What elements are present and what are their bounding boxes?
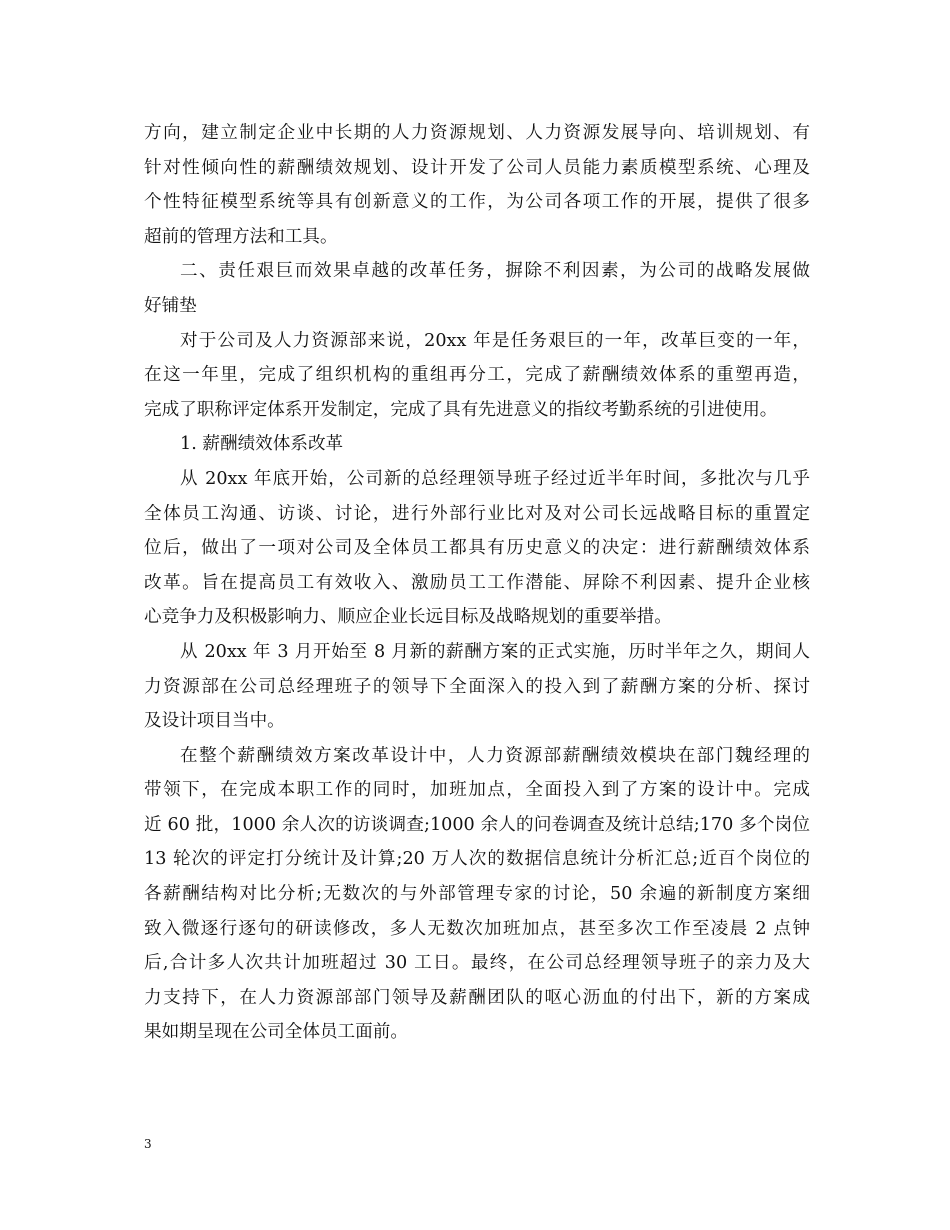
document-body <box>144 116 810 1050</box>
subheading-line: 1. 薪酬绩效体系改革 <box>180 434 344 455</box>
paragraph-implementation <box>144 635 810 739</box>
text-line: 后,合计多人次共计加班超过 30 工日。最终，在公司总经理领导班子的亲力及大 <box>144 953 810 974</box>
text-line: 改革。旨在提高员工有效收入、激励员工工作潜能、屏除不利因素、提升企业核 <box>144 572 810 593</box>
text-line: 及设计项目当中。 <box>144 711 285 732</box>
text-line: 果如期呈现在公司全体员工面前。 <box>144 1022 408 1043</box>
page-number: 3 <box>144 1137 152 1151</box>
text-line: 从 20xx 年底开始，公司新的总经理领导班子经过近半年时间，多批次与几乎 <box>180 468 810 489</box>
text-line: 对于公司及人力资源部来说，20xx 年是任务艰巨的一年，改革巨变的一年， <box>180 330 810 351</box>
heading-line: 二、责任艰巨而效果卓越的改革任务，摒除不利因素，为公司的战略发展做 <box>180 261 810 282</box>
text-line: 力资源部在公司总经理班子的领导下全面深入的投入到了薪酬方案的分析、探讨 <box>144 676 810 697</box>
paragraph-continuation <box>144 116 810 254</box>
text-line: 13 轮次的评定打分统计及计算;20 万人次的数据信息统计分析汇总;近百个岗位的 <box>144 849 810 870</box>
text-line: 致入微逐行逐句的研读修改，多人无数次加班加点，甚至多次工作至凌晨 2 点钟 <box>144 918 810 939</box>
text-line: 心竞争力及积极影响力、顺应企业长远目标及战略规划的重要举措。 <box>144 607 672 628</box>
text-line: 从 20xx 年 3 月开始至 8 月新的薪酬方案的正式实施，历时半年之久，期间人 <box>180 641 810 662</box>
text-line: 个性特征模型系统等具有创新意义的工作，为公司各项工作的开展，提供了很多 <box>144 192 810 213</box>
text-line: 完成了职称评定体系开发制定，完成了具有先进意义的指纹考勤系统的引进使用。 <box>144 399 778 420</box>
text-line: 在整个薪酬绩效方案改革设计中，人力资源部薪酬绩效模块在部门魏经理的 <box>180 745 810 766</box>
text-line: 近 60 批，1000 余人次的访谈调查;1000 余人的问卷调查及统计总结;170 多个岗位 <box>144 814 810 835</box>
text-line: 各薪酬结构对比分析;无数次的与外部管理专家的讨论，50 余遍的新制度方案细 <box>144 884 810 905</box>
text-line: 位后，做出了一项对公司及全体员工都具有历史意义的决定：进行薪酬绩效体系 <box>144 538 810 559</box>
paragraph-reform-year <box>144 324 810 428</box>
subheading-1 <box>144 427 810 462</box>
paragraph-team-effort <box>144 739 810 1050</box>
text-line: 带领下，在完成本职工作的同时，加班加点，全面投入到了方案的设计中。完成 <box>144 780 810 801</box>
text-line: 超前的管理方法和工具。 <box>144 226 338 247</box>
text-line: 方向，建立制定企业中长期的人力资源规划、人力资源发展导向、培训规划、有 <box>144 123 810 143</box>
text-line: 在这一年里，完成了组织机构的重组再分工，完成了薪酬绩效体系的重塑再造， <box>144 365 810 386</box>
text-line: 全体员工沟通、访谈、讨论，进行外部行业比对及对公司长远战略目标的重置定 <box>144 503 810 524</box>
heading-line: 好铺垫 <box>144 295 197 316</box>
text-line: 针对性倾向性的薪酬绩效规划、设计开发了公司人员能力素质模型系统、心理及 <box>144 157 810 178</box>
paragraph-reform-start <box>144 462 810 635</box>
section-heading-2 <box>144 254 810 323</box>
text-line: 力支持下，在人力资源部部门领导及薪酬团队的呕心沥血的付出下，新的方案成 <box>144 987 810 1008</box>
